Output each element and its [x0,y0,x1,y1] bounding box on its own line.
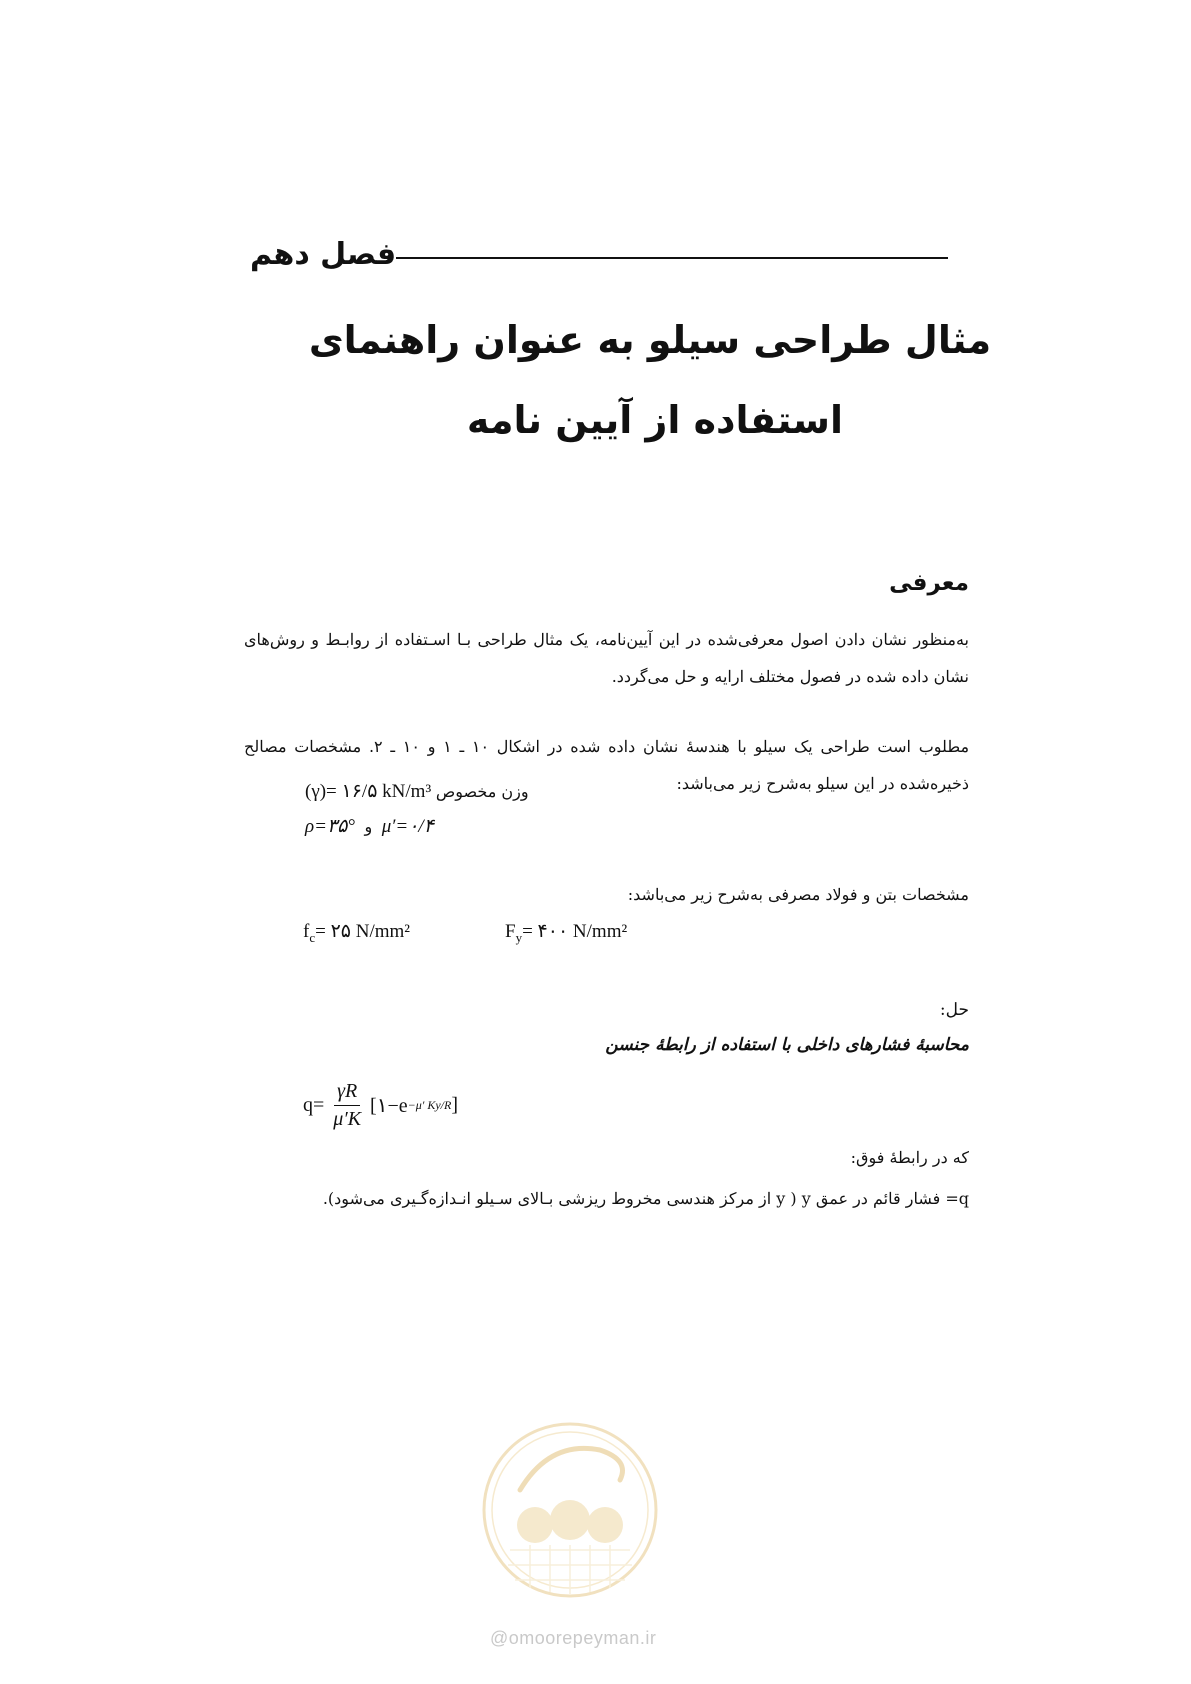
fc-line [303,920,410,946]
chapter-rule [396,257,948,259]
chapter-label: فصل دهم [250,236,397,272]
formula-lhs: q= [303,1093,325,1116]
and-word: و [364,817,373,836]
concrete-steel-label: مشخصات بتن و فولاد مصرفی به‌شرح زیر می‌باشد: [627,885,969,904]
formula-denominator: μ′K [333,1107,362,1130]
q-definition: q= فشار قائم در عمق y ( y از مرکز هندسی مخروط ریزشی بـالای سـیلو انـدازه‌گـیری می‌شود). [322,1189,969,1208]
fy-value: = ۴۰۰ N/mm² [522,921,628,942]
intro-paragraph-2: مطلوب است طراحی یک سیلو با هندسهٔ نشان داده شده در اشکال ۱۰ ـ ۱ و ۱۰ ـ ۲. مشخصات مصالح ذخیره‌شده در این سیلو به‌شرح زیر می‌باشد: [244,737,970,793]
where-label: که در رابطهٔ فوق: [850,1148,969,1167]
chapter-title-line-2: استفاده از آیین نامه [466,398,844,442]
fy-subscript: y [515,929,523,945]
unit-weight-value: (γ)= ۱۶/۵ kN/m³ [305,781,432,802]
solution-subheading: محاسبهٔ فشارهای داخلی با استفاده از رابطهٔ جنسن [605,1035,969,1055]
fc-value: = ۲۵ N/mm² [315,921,410,942]
fy-line [505,920,627,946]
watermark-logo [480,1420,660,1600]
chapter-title-line-1: مثال طراحی سیلو به عنوان راهنمای [308,318,992,362]
formula-exponent: −μ′ Ky/R [407,1097,452,1112]
formula-fraction [330,1080,364,1131]
watermark-url: @omoorepeyman.ir [490,1628,657,1648]
formula-numerator: γR [334,1080,360,1106]
friction-parameters-line [305,815,434,838]
formula-bracket-open: [۱−e [370,1094,408,1117]
unit-weight-line [305,780,529,803]
section-heading-intro: معرفی [889,570,969,596]
chapter-header [250,232,970,276]
intro-paragraph-1: به‌منظور نشان دادن اصول معرفی‌شده در این آیین‌نامه، یک مثال طراحی بـا اسـتفاده از روابـط و روش‌های نشان داده شده در فصول مختلف ارایه و حل می‌گردد. [244,630,969,686]
unit-weight-label: وزن مخصوص [435,782,529,801]
solution-label: حل: [939,1000,969,1020]
fc-symbol: f [303,921,310,942]
fc-subscript: c [309,929,316,945]
fy-symbol: F [505,921,516,942]
formula-bracket-close: ] [451,1093,459,1116]
mu-value: μ′=۰/۴ [381,816,434,837]
janssen-formula [303,1075,458,1135]
rho-value: ρ=۳۵° [305,816,355,837]
